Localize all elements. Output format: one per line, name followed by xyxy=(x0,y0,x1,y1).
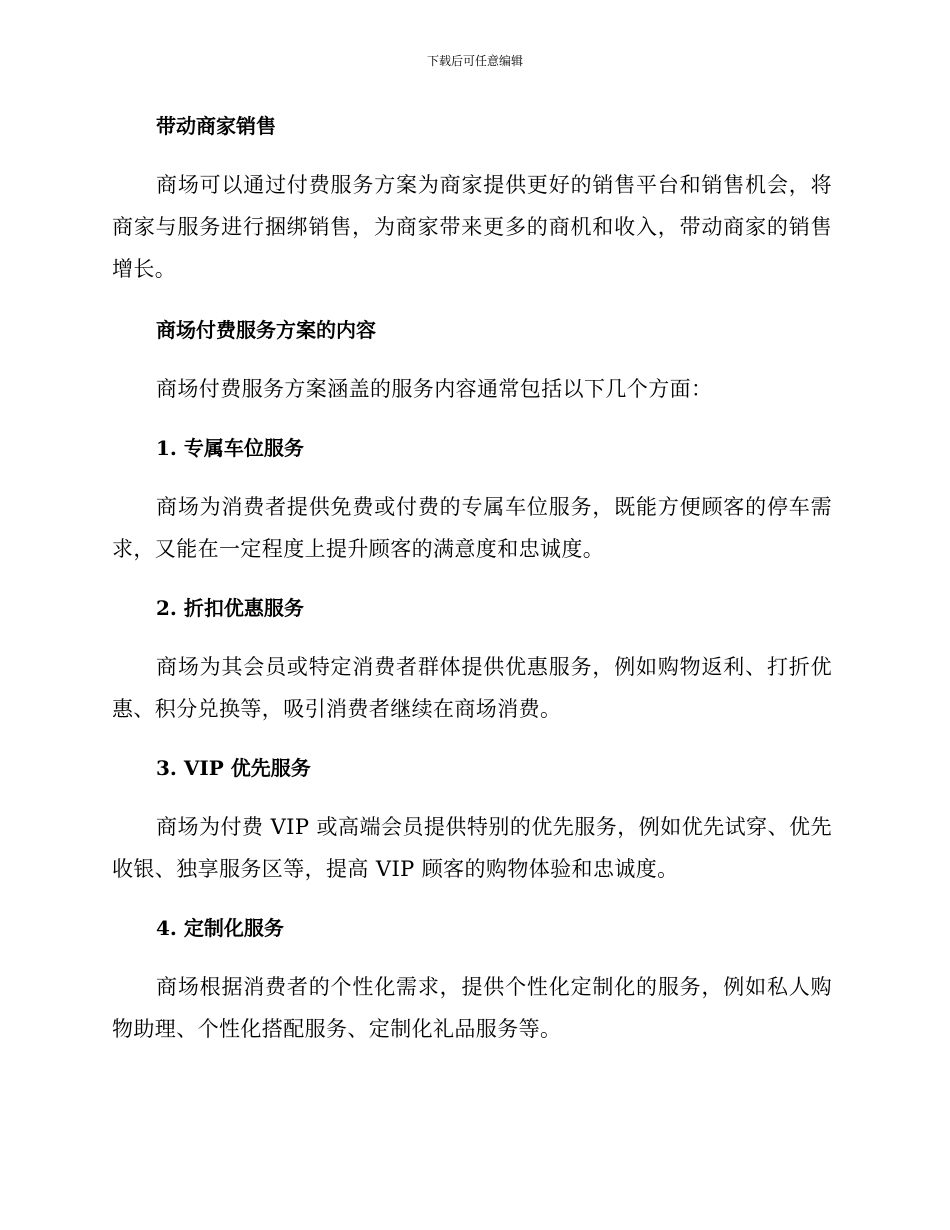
section-heading-parking: 1. 专属车位服务 xyxy=(156,436,304,460)
section-paragraph-content: 商场付费服务方案涵盖的服务内容通常包括以下几个方面： xyxy=(156,377,713,401)
section-paragraph-discount: 商场为其会员或特定消费者群体提供优惠服务，例如购物返利、打折优惠、积分兑换等，吸引消费者继续在商场消费。 xyxy=(112,655,832,721)
document-content xyxy=(112,110,832,1050)
section-heading-discount: 2. 折扣优惠服务 xyxy=(156,596,304,620)
header-note: 下载后可任意编辑 xyxy=(426,54,523,68)
section-heading-custom: 4. 定制化服务 xyxy=(156,916,284,940)
section-heading-content: 商场付费服务方案的内容 xyxy=(156,318,376,342)
section-paragraph-vip: 商场为付费 VIP 或高端会员提供特别的优先服务，例如优先试穿、优先收银、独享服务区等，提高 VIP 顾客的购物体验和忠诚度。 xyxy=(112,815,832,881)
section-heading-vip: 3. VIP 优先服务 xyxy=(156,756,311,780)
section-paragraph-parking: 商场为消费者提供免费或付费的专属车位服务，既能方便顾客的停车需求，又能在一定程度上提升顾客的满意度和忠诚度。 xyxy=(112,495,832,561)
section-paragraph-custom: 商场根据消费者的个性化需求，提供个性化定制化的服务，例如私人购物助理、个性化搭配服务、定制化礼品服务等。 xyxy=(112,975,832,1041)
section-heading-sales: 带动商家销售 xyxy=(156,114,276,138)
section-paragraph-sales: 商场可以通过付费服务方案为商家提供更好的销售平台和销售机会，将商家与服务进行捆绑销售，为商家带来更多的商机和收入，带动商家的销售增长。 xyxy=(112,173,832,281)
